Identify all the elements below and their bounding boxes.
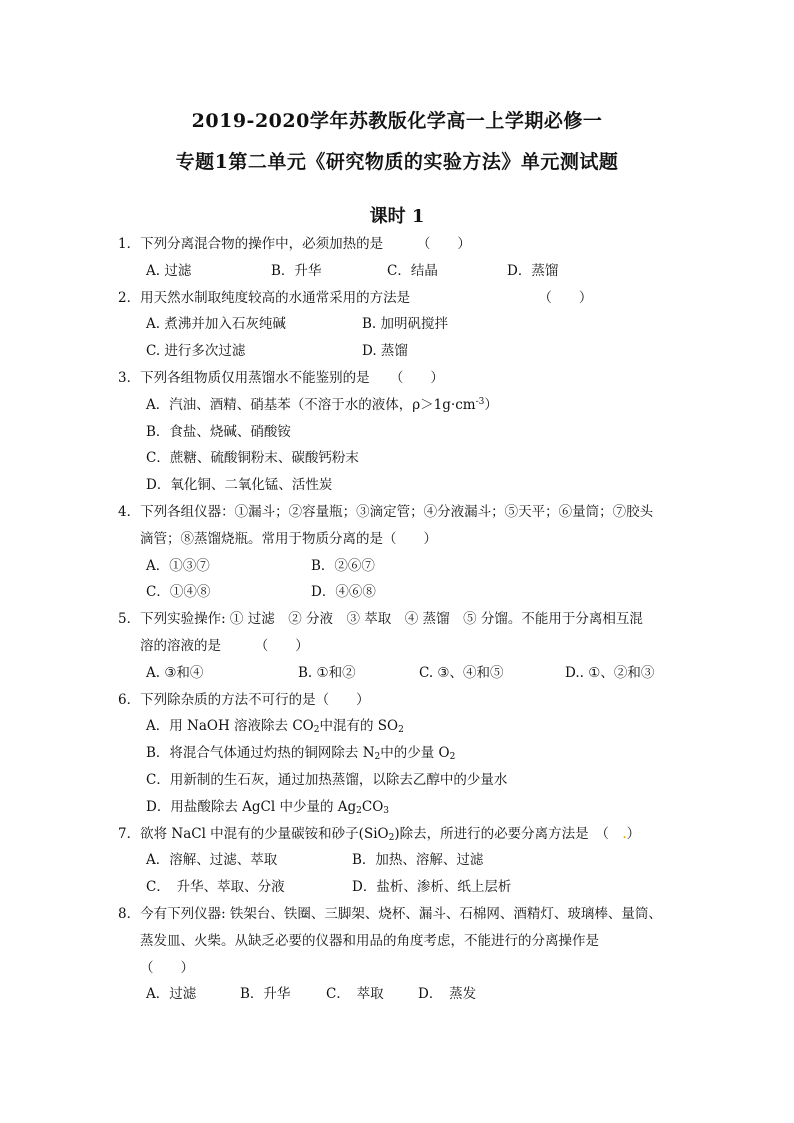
question-list bbox=[118, 231, 688, 1008]
q8-option-a: A．过滤 bbox=[146, 986, 197, 1003]
q2-option-a: A. 煮沸并加入石灰纯碱 bbox=[146, 316, 286, 333]
q2-stem: 2．用天然水制取纯度较高的水通常采用的方法是 （ ） bbox=[118, 289, 593, 306]
q8-stem-continued: 蒸发皿、火柴。从缺乏必要的仪器和用品的角度考虑，不能进行的分离操作是 bbox=[140, 932, 599, 949]
q1-option-c: C．结晶 bbox=[387, 262, 438, 279]
q4-options-row1 bbox=[118, 553, 688, 580]
q2-option-c: C. 进行多次过滤 bbox=[146, 343, 246, 360]
document-title-line1: 2019-2020学年苏教版化学高一上学期必修一 bbox=[191, 110, 603, 132]
q8-stem: 8．今有下列仪器: 铁架台、铁圈、三脚架、烧杯、漏斗、石棉网、酒精灯、玻璃棒、量筒、 bbox=[118, 905, 662, 922]
q7-options-row2 bbox=[118, 874, 688, 901]
q1-options bbox=[118, 258, 688, 285]
q7-stem: 7．欲将 NaCl 中混有的少量碳铵和砂子(SiO$_2$)除去，所进行的必要分离方法是 （ .） bbox=[118, 825, 641, 843]
q3-option-d: D．氧化铜、二氧化锰、活性炭 bbox=[146, 477, 333, 494]
q6-option-c: C．用新制的生石灰，通过加热蒸馏，以除去乙醇中的少量水 bbox=[146, 771, 508, 788]
q6-option-b: B．将混合气体通过灼热的铜网除去 $N_2$中的少量 $O_2$ bbox=[146, 745, 456, 763]
q2-options-row1 bbox=[118, 311, 688, 338]
section-heading: 课时 1 bbox=[369, 206, 425, 227]
q5-option-c: C. ③、④和⑤ bbox=[419, 664, 504, 681]
q7-options-row1 bbox=[118, 847, 688, 874]
q6-stem: 6．下列除杂质的方法不可行的是（ ） bbox=[118, 691, 370, 708]
q5-options bbox=[118, 660, 688, 687]
q5-option-b: B. ①和② bbox=[298, 664, 356, 681]
answer-mark-dot: . bbox=[622, 825, 627, 842]
q4-option-b: B．②⑥⑦ bbox=[311, 557, 375, 574]
q7-option-d: D．盐析、渗析、纸上层析 bbox=[352, 879, 512, 896]
q2-option-b: B. 加明矾搅拌 bbox=[362, 316, 449, 333]
q7-option-c: C． 升华、萃取、分液 bbox=[146, 879, 285, 896]
q6-option-d: D．用盐酸除去 AgCl 中少量的 $Ag_2CO_3$ bbox=[146, 798, 390, 816]
q3-option-a: A．汽油、酒精、硝基苯（不溶于水的液体，$\rho>1g\cdot cm^{-3}$） bbox=[146, 396, 498, 413]
q4-stem: 4．下列各组仪器：①漏斗；②容量瓶；③滴定管；④分液漏斗；⑤天平；⑥量筒；⑦胶头 bbox=[118, 503, 654, 520]
document-title-line2: 专题1第二单元《研究物质的实验方法》单元测试题 bbox=[175, 151, 619, 173]
q8-answer-paren: （ ） bbox=[140, 959, 194, 976]
q7-option-a: A．溶解、过滤、萃取 bbox=[146, 852, 278, 869]
q4-stem-continued: 滴管；⑧蒸馏烧瓶。常用于物质分离的是（ ） bbox=[140, 530, 437, 547]
q1-option-d: D．蒸馏 bbox=[507, 262, 559, 279]
q8-option-b: B．升华 bbox=[240, 986, 291, 1003]
q2-option-d: D. 蒸馏 bbox=[362, 343, 408, 360]
q5-option-d: D.. ①、②和③ bbox=[565, 664, 655, 681]
q3-stem: 3．下列各组物质仅用蒸馏水不能鉴别的是 （ ） bbox=[118, 369, 444, 386]
q4-options-row2 bbox=[118, 579, 688, 606]
q1-option-b: B．升华 bbox=[271, 262, 322, 279]
q5-option-a: A. ③和④ bbox=[146, 664, 204, 681]
q4-option-d: D．④⑥⑧ bbox=[311, 584, 376, 601]
q5-stem-continued: 溶的溶液的是 （ ） bbox=[140, 637, 309, 654]
q4-option-a: A．①③⑦ bbox=[146, 557, 210, 574]
q2-options-row2 bbox=[118, 338, 688, 365]
q8-option-c: C． 萃取 bbox=[326, 986, 384, 1003]
q1-stem: 1．下列分离混合物的操作中，必须加热的是 （ ） bbox=[118, 236, 471, 252]
q8-option-d: D． 蒸发 bbox=[418, 986, 477, 1003]
q7-option-b: B．加热、溶解、过滤 bbox=[352, 852, 484, 869]
q5-stem: 5．下列实验操作: ① 过滤 ② 分液 ③ 萃取 ④ 蒸馏 ⑤ 分馏。不能用于分离相互混 bbox=[118, 611, 643, 628]
q3-option-b: B．食盐、烧碱、硝酸铵 bbox=[146, 423, 291, 440]
q6-option-a: A．用 NaOH 溶液除去 $CO_2$中混有的 $SO_2$ bbox=[146, 718, 404, 736]
q3-option-c: C．蔗糖、硫酸铜粉末、碳酸钙粉末 bbox=[146, 450, 359, 467]
q8-options bbox=[118, 981, 688, 1008]
q4-option-c: C．①④⑧ bbox=[146, 584, 211, 601]
q1-option-a: A. 过滤 bbox=[146, 262, 192, 279]
